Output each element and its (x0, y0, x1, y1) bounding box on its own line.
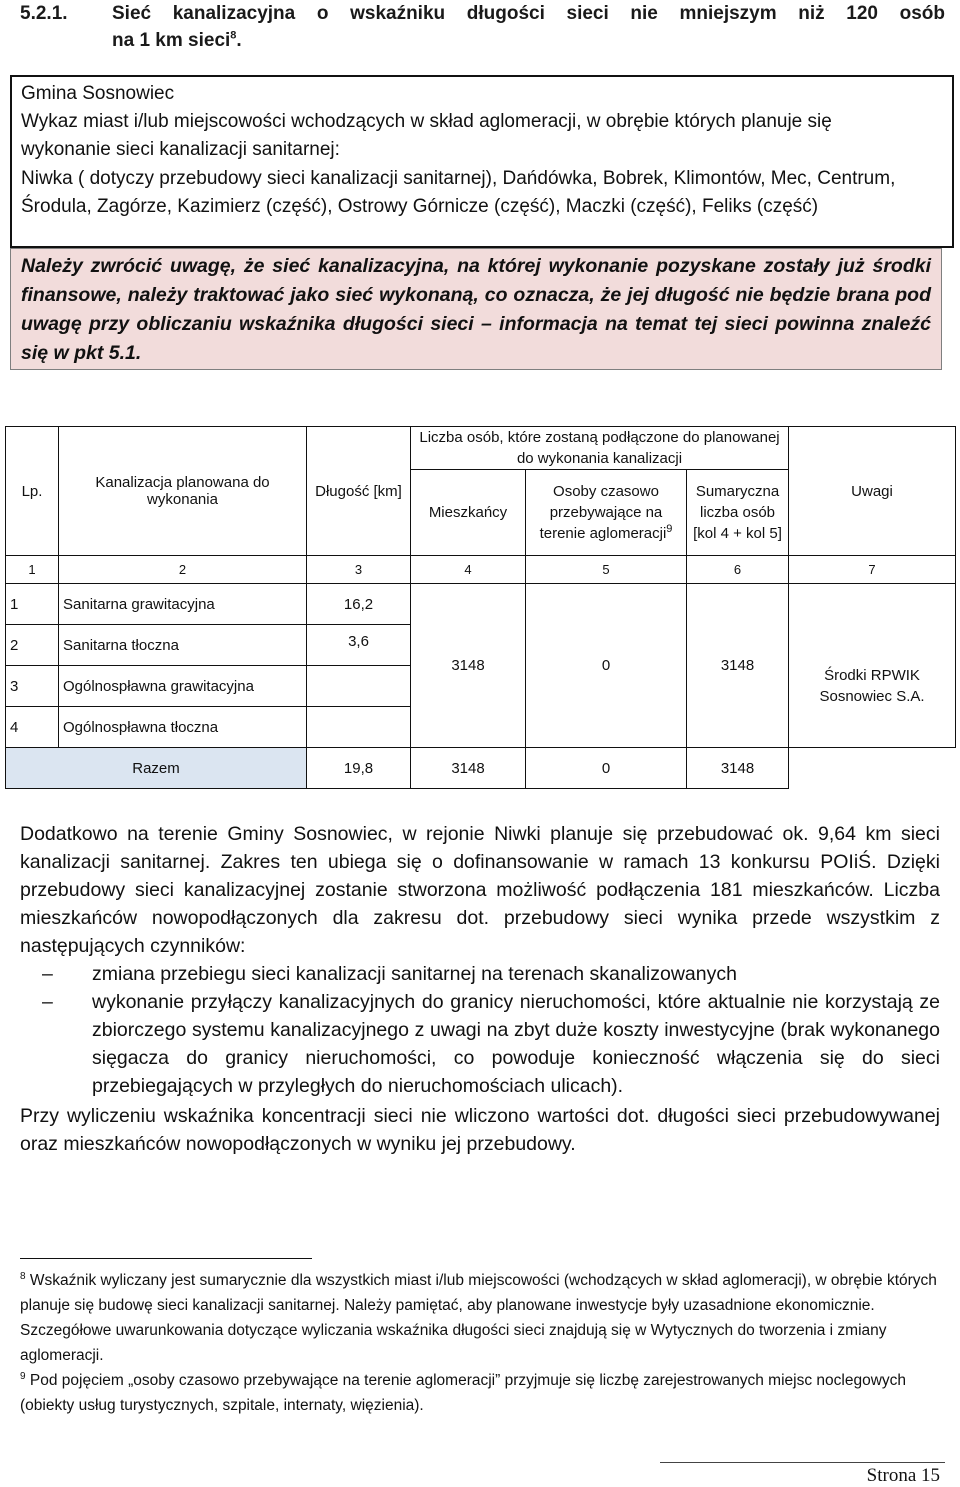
municipality-box (10, 75, 954, 248)
col-number: 1 (6, 556, 59, 584)
footnote: $^9$ Pod pojęciem „osoby czasowo przebywające na terenie aglomeracji” przyjmuje się liczbę zarejestrowanych miejsc noclegowych (obiekty usług turystycznych, szpitale, internaty, więzienia). (20, 1370, 907, 1414)
dash-icon: – (42, 991, 53, 1013)
col-number: 3 (307, 556, 411, 584)
col-number: 6 (687, 556, 789, 584)
col-number: 7 (789, 556, 956, 584)
row-name: Sanitarna grawitacyjna (59, 584, 307, 625)
section-title-line1: Sieć kanalizacyjna o wskaźniku długości sieci nie mniejszym niż 120 osób (112, 3, 945, 24)
box-line: Wykaz miast i/lub miejscowości wchodzących w skład aglomeracji, w obrębie których planuje się (21, 111, 832, 132)
row-lp: 4 (6, 707, 59, 748)
total-suma: 3148 (687, 748, 789, 789)
body-paragraph-1: Dodatkowo na terenie Gminy Sosnowiec, w rejonie Niwki planuje się przebudować ok. 9,64 km sieci kanalizacji sanitarnej. Zakres ten ubiega się o dofinansowanie w ramach 13 konkursu POIiŚ. Dzięki przebudowy sieci kanalizacyjnej zostanie stworzona możliwość podłączenia 181 mieszkańców. Liczba mieszkańców nowopodłączonych dla zakresu dot. przebudowy sieci wynika przede wszystkim z następujących czynników: (20, 823, 940, 957)
col-number: 2 (59, 556, 307, 584)
total-length: 19,8 (307, 748, 411, 789)
table-row (6, 625, 956, 666)
box-line: Niwka ( dotyczy przebudowy sieci kanalizacji sanitarnej), Dańdówka, Bobrek, Klimontów, Mec, Centrum, (21, 168, 896, 189)
total-mieszkancy: 3148 (411, 748, 526, 789)
header-kanalizacja: Kanalizacja planowana do wykonania (59, 427, 307, 556)
row-name: Sanitarna tłoczna (59, 625, 307, 666)
bullet-list (20, 960, 940, 1100)
dash-icon: – (42, 963, 53, 985)
header-dlugosc: Długość [km] (307, 427, 411, 556)
body-paragraph-2: Przy wyliczeniu wskaźnika koncentracji sieci nie wliczono wartości dot. długości sieci przebudowywanej oraz mieszkańców nowopodłączonych w wyniku jej przebudowy. (20, 1105, 940, 1155)
row-length (307, 707, 411, 748)
total-czasowo: 0 (526, 748, 687, 789)
footnote-separator (20, 1258, 312, 1259)
header-lp: Lp. (6, 427, 59, 556)
row-lp: 1 (6, 584, 59, 625)
header-uwagi: Uwagi (789, 427, 956, 556)
box-line: wykonanie sieci kanalizacji sanitarnej: (21, 139, 340, 160)
list-item: – zmiana przebiegu sieci kanalizacji sanitarnej na terenach skanalizowanych (20, 960, 940, 988)
header-osoby-czasowo: Osoby czasowo przebywające na terenie aglomeracji$^9$ (526, 470, 687, 556)
note-box (10, 248, 942, 370)
box-line: Środula, Zagórze, Kazimierz (część), Ostrowy Górnicze (część), Maczki (część), Feliks (część) (21, 196, 819, 217)
header-mieszkancy: Mieszkańcy (411, 470, 526, 556)
row-length: 16,2 (307, 584, 411, 625)
col-number: 5 (526, 556, 687, 584)
merged-suma: 3148 (687, 625, 789, 707)
table-row (6, 584, 956, 625)
list-item: – wykonanie przyłączy kanalizacyjnych do granicy nieruchomości, które aktualnie nie korzystają ze zbiorczego systemu kanalizacyjnego z uwagi na zbyt duże koszty inwestycyjne (brak wykonanego sięgacza do granicy nieruchomości, co powoduje konieczność włączenia się do sieci przebiegających w przyległych do nieruchomościach ulicach). (20, 988, 940, 1100)
row-name: Ogólnospławna grawitacyjna (59, 666, 307, 707)
row-lp: 2 (6, 625, 59, 666)
total-row (6, 748, 956, 789)
municipality-name: Gmina Sosnowiec (21, 83, 175, 104)
merged-mieszkancy: 3148 (411, 625, 526, 707)
row-lp: 3 (6, 666, 59, 707)
col-number: 4 (411, 556, 526, 584)
note-text: Należy zwrócić uwagę, że sieć kanalizacyjna, na której wykonanie pozyskane zostały już środki finansowe, należy traktować jako sieć wykonaną, co oznacza, że jej długość nie będzie brana pod uwagę przy obliczaniu wskaźnika długości sieci – informacja na temat tej sieci powinna znaleźć się w pkt 5.1. (21, 255, 931, 364)
row-name: Ogólnospławna tłoczna (59, 707, 307, 748)
merged-uwagi: Środki RPWIK Sosnowiec S.A. (789, 625, 956, 748)
merged-czasowo: 0 (526, 625, 687, 707)
total-label: Razem (6, 748, 307, 789)
header-sumaryczna: Sumaryczna liczba osób [kol 4 + kol 5] (687, 470, 789, 556)
section-number: 5.2.1. (20, 3, 68, 24)
footnote: $^8$ Wskaźnik wyliczany jest sumarycznie dla wszystkich miast i/lub miejscowości (wchodzących w skład aglomeracji), w obrębie których planuje się budowę sieci kanalizacji sanitarnej. Należy pamiętać, aby planowane inwestycje były uzasadnione ekonomicznie. Szczegółowe uwarunkowania dotyczące wyliczania wskaźnika długości sieci znajdują się w Wytycznych do tworzenia i zmiany aglomeracji. (20, 1270, 937, 1364)
footnotes (20, 1268, 940, 1418)
row-length (307, 666, 411, 707)
sewer-table (5, 426, 956, 789)
page-number: Strona 15 (866, 1465, 940, 1486)
section-title-line2: na 1 km sieci$^8$. (112, 29, 242, 51)
row-length: 3,6 (307, 625, 411, 666)
header-liczba-osob: Liczba osób, które zostaną podłączone do planowanej do wykonania kanalizacji (411, 427, 789, 470)
page-rule (660, 1462, 945, 1463)
